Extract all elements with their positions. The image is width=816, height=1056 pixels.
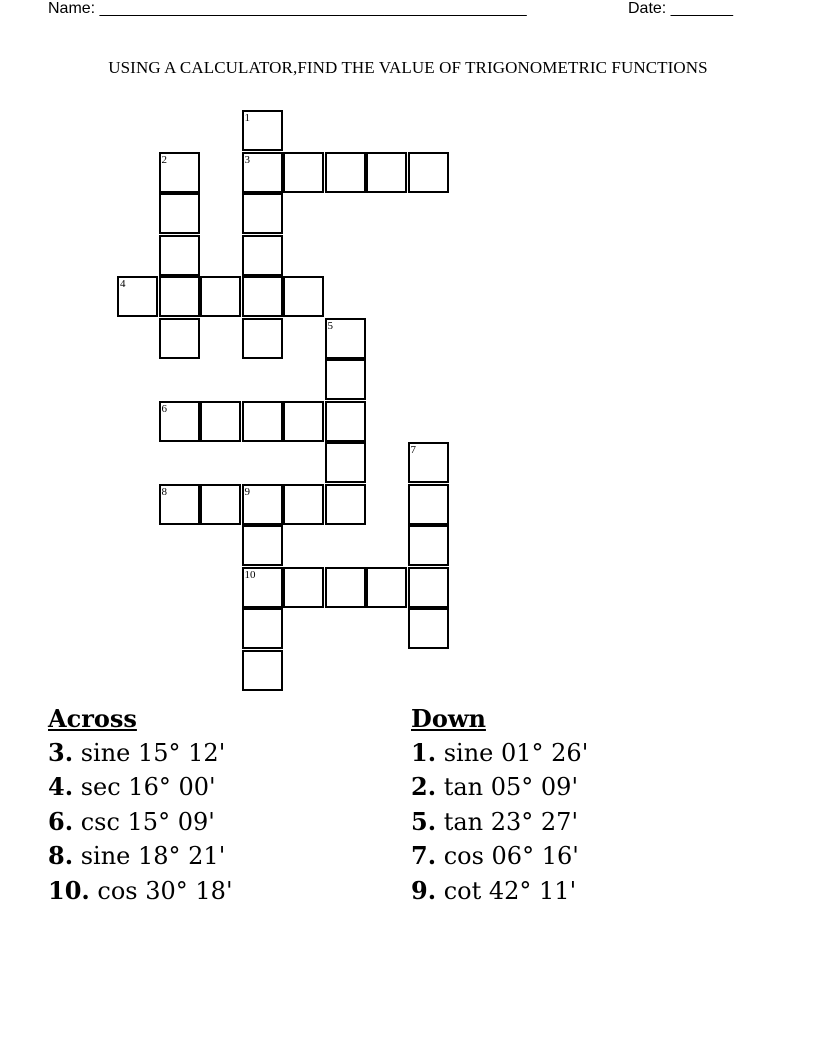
- clue-number: 6.: [48, 806, 74, 836]
- crossword-cell[interactable]: [242, 276, 283, 317]
- crossword-cell[interactable]: [283, 152, 324, 193]
- clue-number-label: 5: [327, 319, 333, 332]
- clue-text: cos 30° 18': [97, 876, 233, 905]
- crossword-cell[interactable]: [159, 235, 200, 276]
- clue-number: 2.: [411, 772, 437, 801]
- crossword-cell[interactable]: [242, 401, 283, 442]
- crossword-cell[interactable]: [159, 318, 200, 359]
- crossword-cell[interactable]: [242, 608, 283, 649]
- down-clue-5: [411, 805, 588, 840]
- crossword-cell[interactable]: [159, 276, 200, 317]
- crossword-cell[interactable]: [242, 193, 283, 234]
- down-clue-9: [411, 874, 588, 909]
- crossword-cell[interactable]: [325, 401, 366, 442]
- crossword-cell[interactable]: [325, 318, 366, 359]
- clue-number-label: 6: [161, 402, 167, 415]
- crossword-cell[interactable]: [242, 650, 283, 691]
- clue-number-label: 9: [244, 485, 250, 498]
- clue-number: 1.: [411, 737, 437, 767]
- crossword-cell[interactable]: [159, 152, 200, 193]
- crossword-cell[interactable]: [242, 318, 283, 359]
- across-clue-8: [48, 839, 233, 874]
- clue-text: sine 18° 21': [80, 842, 226, 870]
- across-clues: [48, 702, 233, 908]
- crossword-cell[interactable]: [325, 567, 366, 608]
- crossword-cell[interactable]: [159, 401, 200, 442]
- crossword-cell[interactable]: [159, 193, 200, 234]
- clue-text: sine 15° 12': [80, 738, 226, 767]
- clue-number-label: 1: [244, 112, 250, 124]
- crossword-cell[interactable]: [408, 608, 449, 649]
- across-heading: Across: [48, 704, 137, 733]
- down-heading: Down: [411, 704, 486, 733]
- crossword-cell[interactable]: [408, 567, 449, 608]
- crossword-cell[interactable]: [242, 484, 283, 525]
- crossword-cell[interactable]: [283, 567, 324, 608]
- clue-text: sine 01° 26': [443, 738, 589, 767]
- across-clue-3: [48, 736, 233, 771]
- down-clue-7: [411, 839, 588, 874]
- clue-number-label: 10: [244, 568, 256, 581]
- crossword-cell[interactable]: [159, 484, 200, 525]
- clue-number: 7.: [411, 841, 437, 870]
- crossword-cell[interactable]: [408, 152, 449, 193]
- across-clue-6: [48, 805, 233, 840]
- clue-number: 8.: [48, 841, 74, 870]
- crossword-cell[interactable]: [200, 276, 241, 317]
- crossword-cell[interactable]: [242, 525, 283, 566]
- clue-text: cot 42° 11': [443, 876, 577, 905]
- clue-text: sec 16° 00': [80, 773, 216, 801]
- date-field-label: Date: _______: [628, 0, 733, 17]
- clue-number-label: 4: [120, 278, 126, 290]
- across-clue-10: [48, 874, 233, 909]
- crossword-cell[interactable]: [325, 152, 366, 193]
- page-title: USING A CALCULATOR,FIND THE VALUE OF TRIGONOMETRIC FUNCTIONS: [108, 58, 708, 77]
- down-clue-1: [411, 736, 588, 771]
- clue-number: 10.: [48, 875, 90, 905]
- clue-text: tan 05° 09': [443, 773, 579, 801]
- crossword-cell[interactable]: [283, 484, 324, 525]
- crossword-cell[interactable]: [325, 359, 366, 400]
- crossword-cell[interactable]: [408, 484, 449, 525]
- clue-number-label: 8: [161, 485, 167, 498]
- crossword-cell[interactable]: [366, 567, 407, 608]
- crossword-cell[interactable]: [242, 152, 283, 193]
- clue-number-label: 3: [244, 153, 250, 166]
- crossword-cell[interactable]: [283, 276, 324, 317]
- crossword-cell[interactable]: [200, 484, 241, 525]
- clue-text: tan 23° 27': [443, 807, 579, 836]
- clue-text: csc 15° 09': [80, 807, 215, 836]
- clue-number: 4.: [48, 772, 74, 801]
- clue-number: 5.: [411, 806, 437, 836]
- crossword-cell[interactable]: [200, 401, 241, 442]
- crossword-cell[interactable]: [242, 567, 283, 608]
- across-clue-4: [48, 770, 233, 805]
- clue-text: cos 06° 16': [443, 842, 579, 870]
- down-clues: [411, 702, 588, 908]
- crossword-cell[interactable]: [117, 276, 158, 317]
- crossword-cell[interactable]: [325, 484, 366, 525]
- clue-number-label: 7: [410, 444, 416, 456]
- crossword-cell[interactable]: [325, 442, 366, 483]
- crossword-cell[interactable]: [408, 525, 449, 566]
- clue-number-label: 2: [161, 153, 167, 166]
- name-field-label: Name: ________________________________________________: [48, 0, 527, 17]
- crossword-cell[interactable]: [242, 235, 283, 276]
- crossword-cell[interactable]: [242, 110, 283, 151]
- clue-number: 3.: [48, 737, 74, 767]
- down-clue-2: [411, 770, 588, 805]
- crossword-cell[interactable]: [283, 401, 324, 442]
- crossword-cell[interactable]: [408, 442, 449, 483]
- clue-number: 9.: [411, 875, 437, 905]
- crossword-cell[interactable]: [366, 152, 407, 193]
